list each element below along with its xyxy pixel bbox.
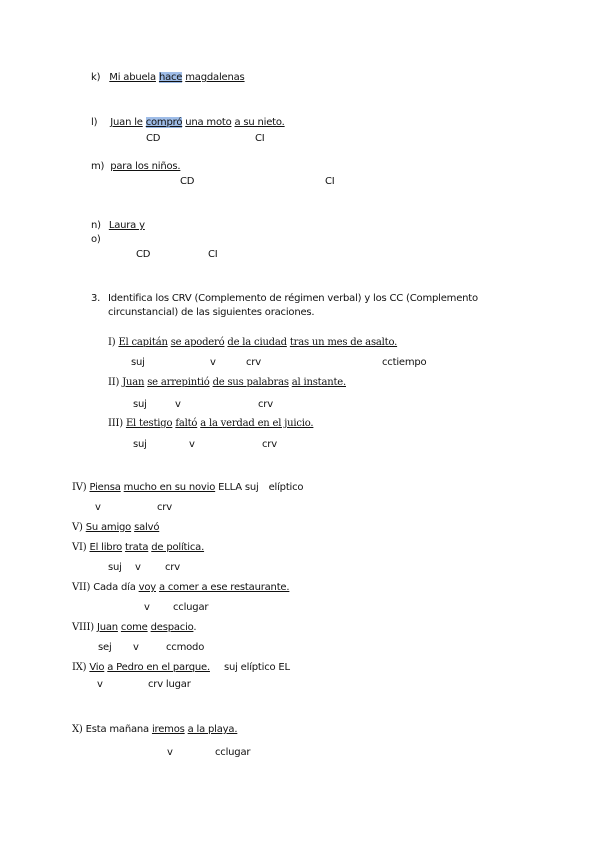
sentence-6-label-crv: crv (165, 562, 180, 573)
sentence-4 (72, 482, 303, 494)
sentence-7-marker: VII) (72, 582, 91, 593)
item-l-marker: l) (91, 117, 98, 128)
sentence-1-crv: de la ciudad (227, 337, 287, 348)
item-m-text: para los niños. (110, 161, 181, 172)
sentence-9 (72, 662, 290, 674)
sentence-10-time: Esta mañana (85, 724, 149, 735)
sentence-8-label-v: v (133, 642, 139, 653)
sentence-4-elliptic: elíptico (268, 482, 304, 493)
sentence-5-verb: salvó (134, 522, 160, 533)
sentence-2-marker: II) (108, 377, 120, 388)
sentence-2-verb: se arrepintió (147, 377, 210, 388)
sentence-6-marker: VI) (72, 542, 87, 553)
sentence-1-cc: tras un mes de asalto. (289, 337, 398, 348)
sentence-7-verb: voy (138, 582, 156, 593)
item-k (91, 72, 245, 84)
sentence-2-label-suj: suj (133, 399, 147, 410)
sentence-7-cc: a comer a ese restaurante. (158, 582, 290, 593)
sentence-8-subject: Juan (96, 622, 118, 633)
question-3-number: 3. (91, 293, 101, 304)
sentence-3-label-suj: suj (133, 439, 147, 450)
item-o-label-ci: CI (208, 249, 218, 260)
item-l-subject: Juan le (110, 117, 143, 128)
sentence-6-subject: El libro (89, 542, 123, 553)
sentence-8-cc: despacio (150, 622, 194, 633)
sentence-5-subject: Su amigo (85, 522, 132, 533)
sentence-9-label-crvlugar: crv lugar (148, 679, 191, 690)
item-m (91, 161, 180, 173)
item-k-object: magdalenas (185, 72, 245, 83)
item-k-subject: Mi abuela (109, 72, 156, 83)
sentence-7-label-v: v (144, 602, 150, 613)
sentence-10-label-v: v (167, 747, 173, 758)
sentence-1-label-cc: cctiempo (382, 357, 427, 368)
item-o-marker: o) (91, 234, 101, 245)
sentence-8-period: . (193, 622, 197, 633)
sentence-8 (72, 622, 196, 634)
sentence-9-crv: a Pedro en el parque. (107, 662, 210, 673)
sentence-1-label-suj: suj (131, 357, 145, 368)
sentence-10-verb: iremos (151, 724, 185, 735)
sentence-9-verb: Vio (89, 662, 105, 673)
sentence-4-label-v: v (95, 502, 101, 513)
sentence-7-time: Cada día (93, 582, 136, 593)
sentence-8-marker: VIII) (72, 622, 94, 633)
sentence-10 (72, 724, 237, 736)
sentence-3-label-v: v (189, 439, 195, 450)
sentence-3-crv: a la verdad en el juicio. (200, 418, 314, 429)
sentence-2-label-crv: crv (258, 399, 273, 410)
sentence-5 (72, 522, 159, 534)
item-n (91, 220, 145, 232)
sentence-4-crv: mucho en su novio (123, 482, 216, 493)
sentence-3 (108, 418, 313, 430)
item-k-marker: k) (91, 72, 101, 83)
sentence-10-cc: a la playa. (187, 724, 238, 735)
sentence-3-marker: III) (108, 418, 123, 429)
sentence-4-verb: Piensa (89, 482, 121, 493)
sentence-2-crv: de sus palabras (212, 377, 289, 388)
item-l-verb: compró (145, 117, 183, 128)
sentence-1-verb: se apoderó (170, 337, 225, 348)
item-l-cd: una moto (185, 117, 232, 128)
sentence-8-label-suj: sej (98, 642, 112, 653)
question-3-line-2: circunstancial) de las siguientes oraciones. (108, 307, 315, 318)
sentence-7 (72, 582, 289, 594)
item-l (91, 117, 285, 129)
sentence-8-verb: come (120, 622, 148, 633)
sentence-7-label-cclugar: cclugar (173, 602, 209, 613)
sentence-10-marker: X) (72, 724, 83, 735)
sentence-2-subject: Juan (122, 377, 145, 388)
sentence-4-label-crv: crv (157, 502, 172, 513)
sentence-6-crv: de política. (151, 542, 205, 553)
sentence-6 (72, 542, 204, 554)
item-l-label-ci: CI (255, 133, 265, 144)
sentence-3-verb: faltó (175, 418, 198, 429)
sentence-9-subject-note: suj elíptico EL (223, 662, 290, 673)
sentence-3-subject: El testigo (125, 418, 173, 429)
item-m-label-ci: CI (325, 176, 335, 187)
sentence-2 (108, 377, 346, 389)
sentence-4-marker: IV) (72, 482, 87, 493)
sentence-4-subject-note: ELLA suj (218, 482, 259, 493)
sentence-1-subject: El capitán (118, 337, 168, 348)
sentence-1-label-crv: crv (246, 357, 261, 368)
sentence-2-cc: al instante. (291, 377, 346, 388)
item-m-marker: m) (91, 161, 105, 172)
sentence-1 (108, 337, 397, 349)
sentence-6-verb: trata (125, 542, 149, 553)
item-l-ci: a su nieto. (234, 117, 285, 128)
sentence-1-label-v: v (210, 357, 216, 368)
sentence-3-label-crv: crv (262, 439, 277, 450)
sentence-9-label-v: v (97, 679, 103, 690)
sentence-2-label-v: v (175, 399, 181, 410)
sentence-5-marker: V) (72, 522, 83, 533)
sentence-10-label-cclugar: cclugar (215, 747, 251, 758)
item-l-label-cd: CD (146, 133, 161, 144)
item-k-verb: hace (158, 72, 183, 83)
sentence-6-label-v: v (135, 562, 141, 573)
item-m-label-cd: CD (180, 176, 195, 187)
question-3-line-1: Identifica los CRV (Complemento de régimen verbal) y los CC (Complemento (108, 293, 478, 304)
sentence-1-marker: I) (108, 337, 116, 348)
sentence-8-label-ccmodo: ccmodo (166, 642, 205, 653)
item-o-label-cd: CD (136, 249, 151, 260)
item-n-marker: n) (91, 220, 101, 231)
sentence-6-label-suj: suj (108, 562, 122, 573)
item-n-text: Laura y (108, 220, 145, 231)
sentence-9-marker: IX) (72, 662, 87, 673)
